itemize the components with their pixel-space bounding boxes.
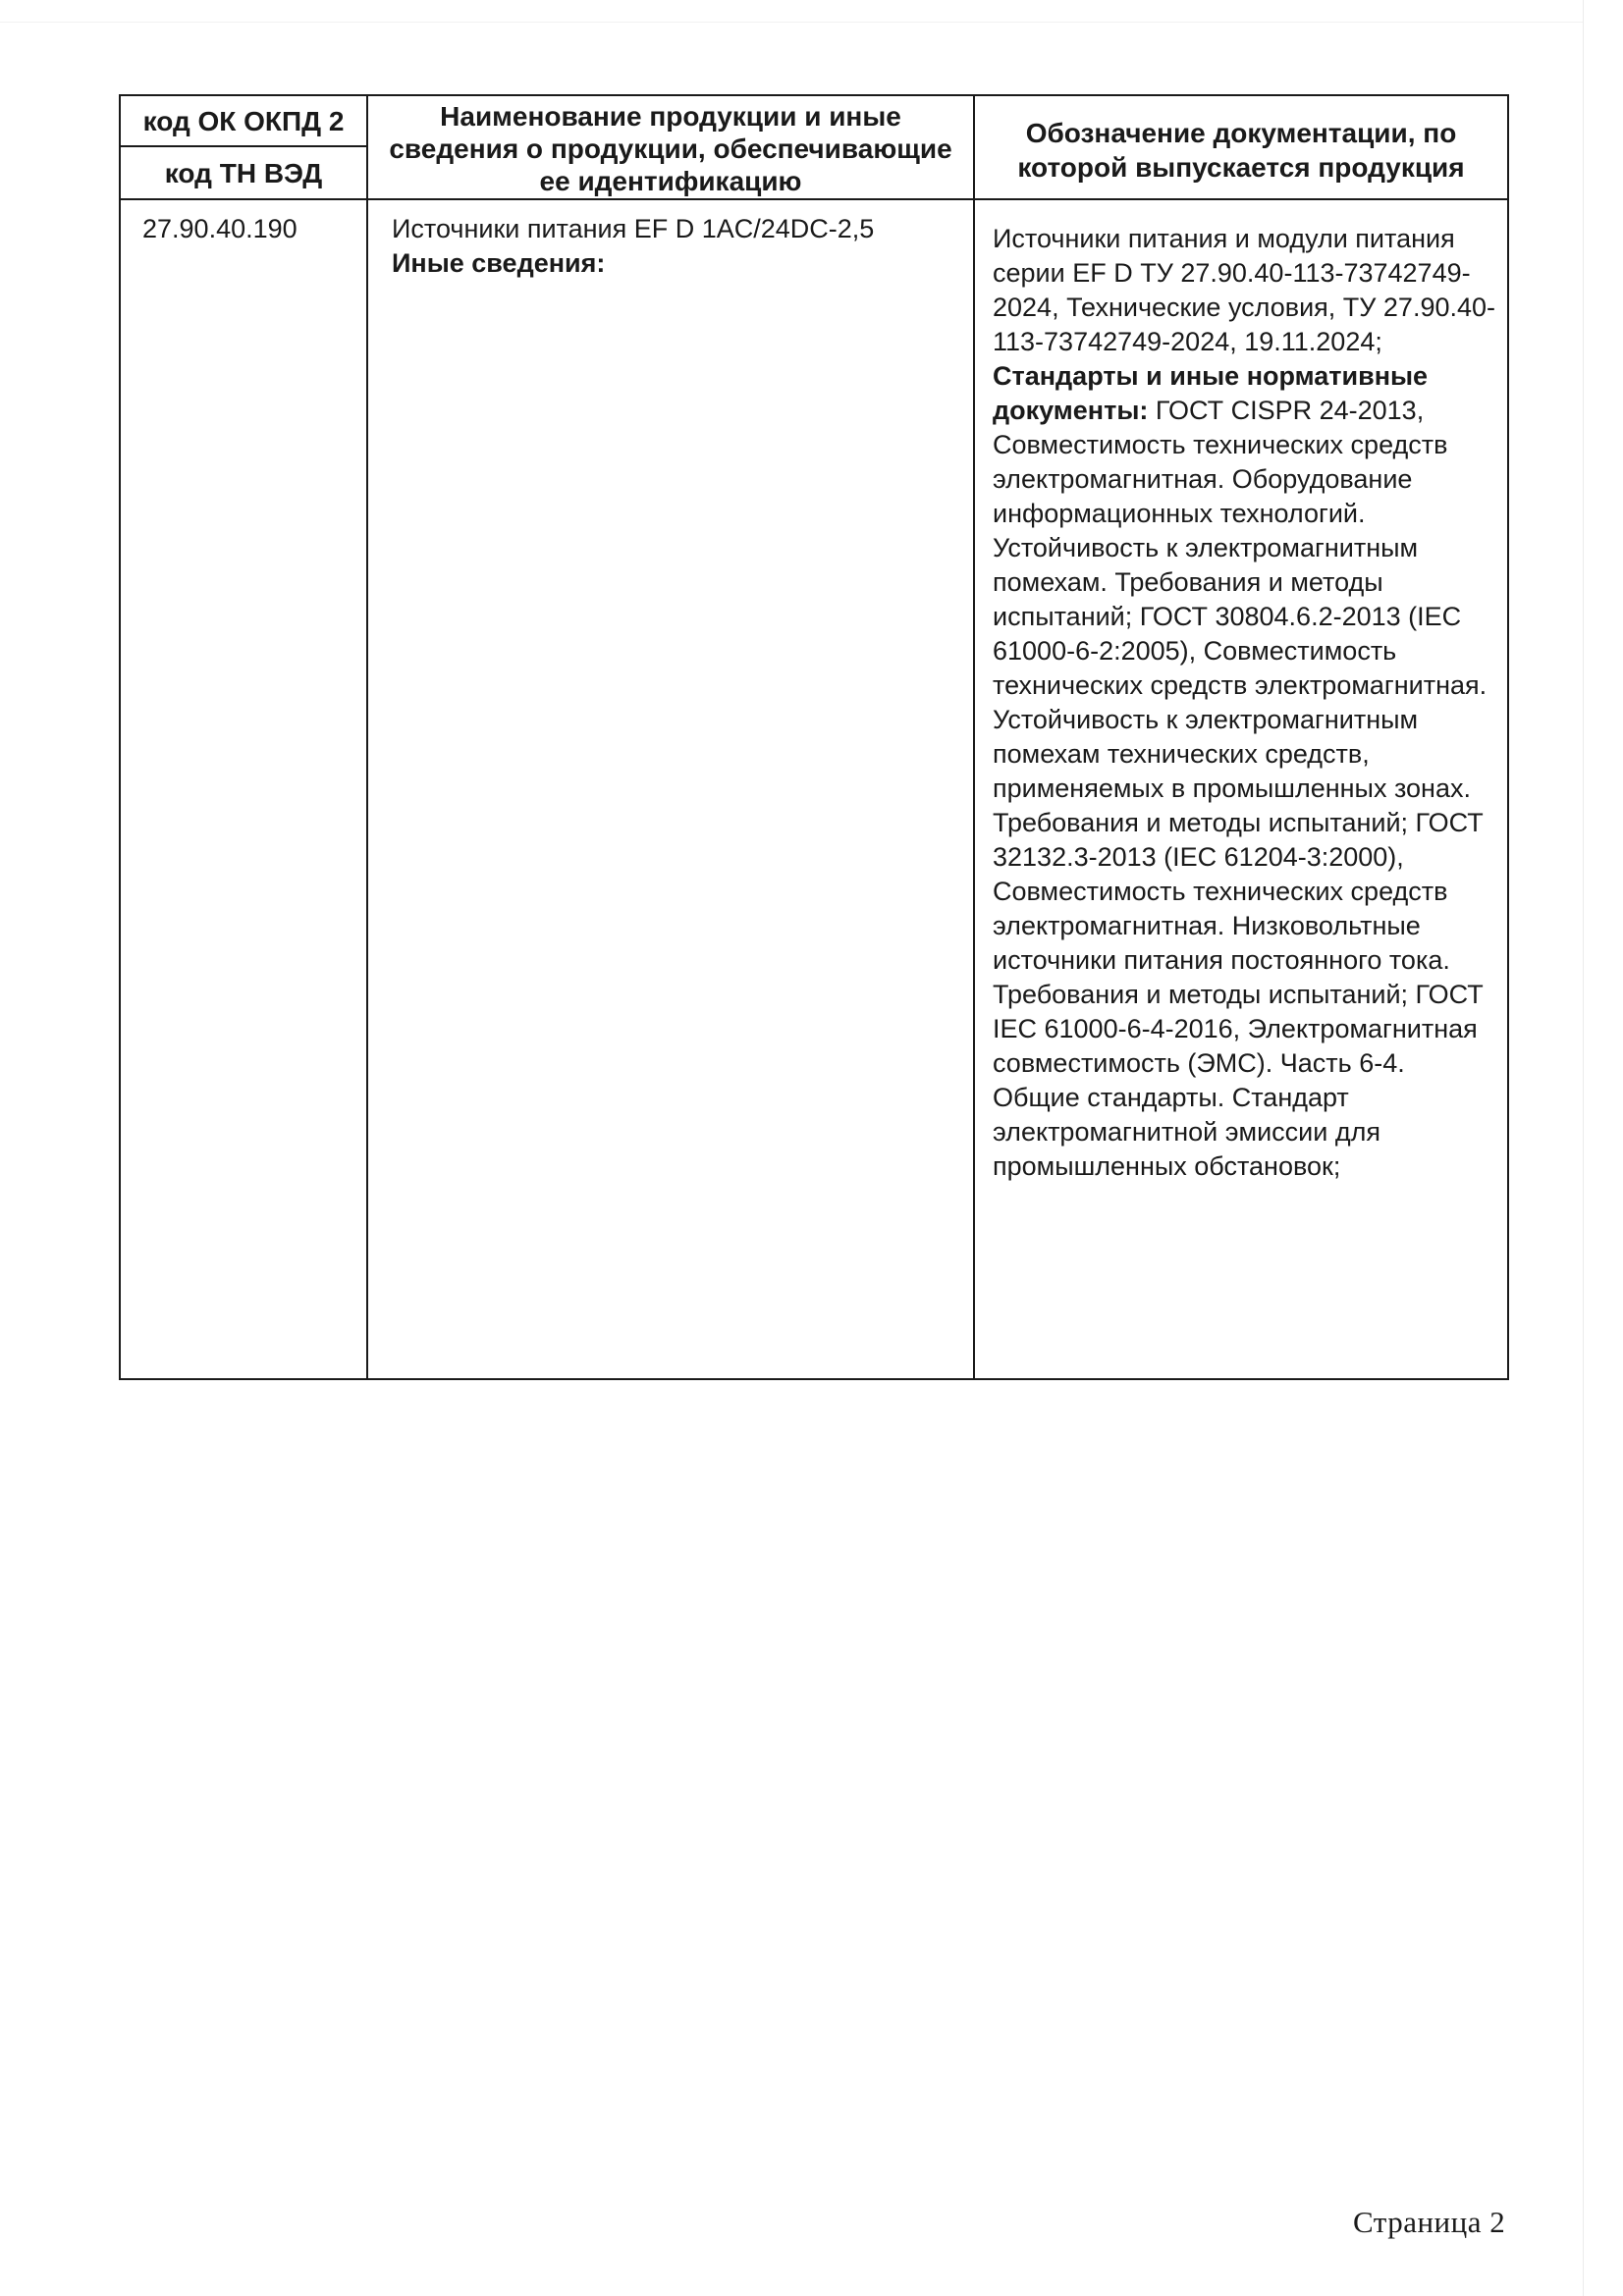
scan-edge-right: [1583, 0, 1584, 2296]
page-number: Страница 2: [1353, 2205, 1506, 2239]
product-table: [119, 94, 1509, 1380]
standards-paragraph: [993, 361, 1487, 1181]
scan-edge-top: [0, 22, 1583, 23]
header-tnved-code: код ТН ВЭД: [120, 146, 367, 199]
header-product-name: Наименование продукции и иные сведения о продукции, обеспечивающие ее идентификацию: [367, 95, 974, 199]
cell-documentation: [974, 199, 1508, 1379]
header-okpd-code: код ОК ОКПД 2: [120, 95, 367, 146]
standards-label: Стандарты и иные нормативные документы:: [993, 361, 1429, 425]
cell-product-code: 27.90.40.190: [120, 199, 367, 1379]
product-name-text: Источники питания EF D 1AC/24DC-2,5: [392, 214, 875, 243]
table-header-row: [120, 95, 1508, 146]
header-documentation: Обозначение документации, по которой выпускается продукция: [974, 95, 1508, 199]
cell-product-name: [367, 199, 974, 1379]
other-info-label: Иные сведения:: [392, 248, 606, 278]
documentation-text: Источники питания и модули питания серии EF D ТУ 27.90.40-113-73742749-2024, Технические условия, ТУ 27.90.40-113-73742749-2024, 19.11.2024;: [993, 224, 1496, 356]
standards-text: ГОСТ CISPR 24-2013, Совместимость технических средств электромагнитная. Оборудование информационных технологий. Устойчивость к электромагнитным помехам. Требования и методы испытаний; ГОСТ 30804.6.2-2013 (IEC 61000-6-2:2005), Совместимость технических средств электромагнитная. Устойчивость к электромагнитным помехам технических средств, применяемых в промышленных зонах. Требования и методы испытаний; ГОСТ 32132.3-2013 (IEC 61204-3:2000), Совместимость технических средств электромагнитная. Низковольтные источники питания постоянного тока. Требования и методы испытаний; ГОСТ IEC 61000-6-4-2016, Электромагнитная совместимость (ЭМС). Часть 6-4. Общие стандарты. Стандарт электромагнитной эмиссии для промышленных обстановок;: [993, 396, 1488, 1181]
table-row: [120, 199, 1508, 1379]
